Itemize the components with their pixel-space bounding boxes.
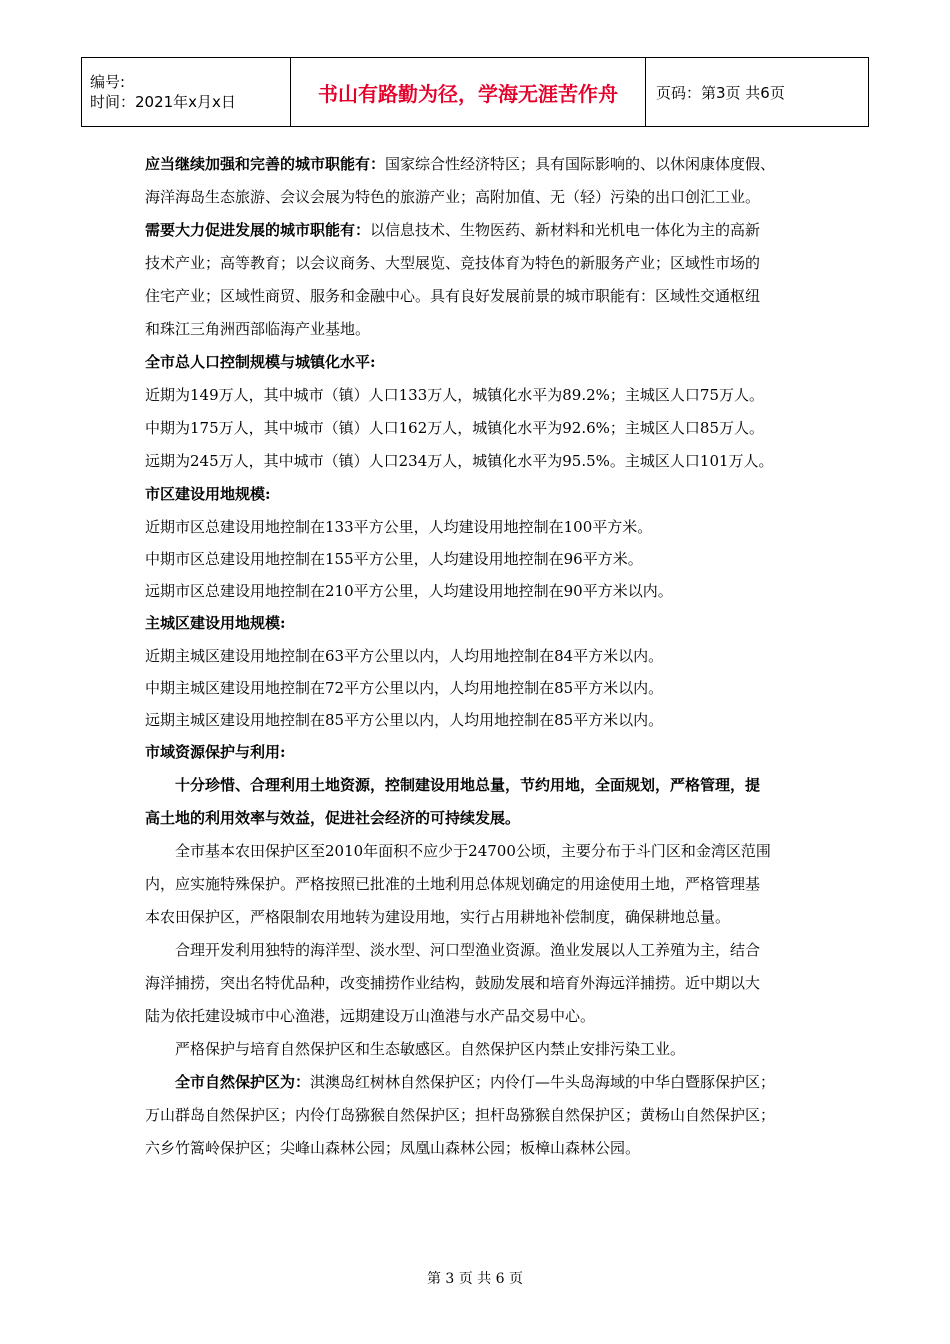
header-table (81, 57, 869, 127)
paragraph-line (145, 1066, 813, 1099)
motto: 书山有路勤为径，学海无涯苦作舟 (291, 58, 646, 127)
section-heading: 主城区建设用地规模: (145, 614, 286, 632)
paragraph-line: 近期主城区建设用地控制在63平方公里以内，人均用地控制在84平方米以内。 (145, 647, 664, 665)
paragraph-line: 海洋捕捞，突出名特优品种，改变捕捞作业结构，鼓励发展和培育外海远洋捕捞。近中期以大 (145, 974, 761, 992)
paragraph-line: 六乡竹篙岭保护区；尖峰山森林公园；凤凰山森林公园；板樟山森林公园。 (145, 1139, 641, 1157)
paragraph-line: 中期主城区建设用地控制在72平方公里以内，人均用地控制在85平方米以内。 (145, 679, 664, 697)
section-heading: 市域资源保护与利用: (145, 743, 286, 761)
document-body (145, 148, 813, 1165)
paragraph-line: 高土地的利用效率与效益，促进社会经济的可持续发展。 (145, 809, 521, 827)
paragraph-line: 内，应实施特殊保护。严格按照已批准的土地利用总体规划确定的用途使用土地，严格管理基 (145, 875, 761, 893)
header-meta-cell (82, 58, 291, 127)
paragraph-line: 本农田保护区，严格限制农用地转为建设用地，实行占用耕地补偿制度，确保耕地总量。 (145, 908, 731, 926)
time-label: 时间：2021年x月x日 (90, 93, 236, 111)
paragraph-line: 远期主城区建设用地控制在85平方公里以内，人均用地控制在85平方米以内。 (145, 711, 664, 729)
paragraph-line: 技术产业；高等教育；以会议商务、大型展览、竞技体育为特色的新服务产业；区域性市场的 (145, 254, 761, 272)
paragraph-line: 近期为149万人，其中城市（镇）人口133万人，城镇化水平为89.2%；主城区人口75万人。 (145, 386, 765, 404)
paragraph-line: 全市基本农田保护区至2010年面积不应少于24700公顷，主要分布于斗门区和金湾区范围 (175, 842, 771, 860)
number-label: 编号: (90, 73, 126, 91)
text: 淇澳岛红树林自然保护区；内伶仃—牛头岛海域的中华白暨豚保护区； (310, 1073, 776, 1091)
text: 国家综合性经济特区；具有国际影响的、以休闲康体度假、 (385, 155, 776, 173)
paragraph-line: 十分珍惜、合理利用土地资源，控制建设用地总量，节约用地，全面规划，严格管理，提 (175, 776, 761, 794)
paragraph-line: 海洋海岛生态旅游、会议会展为特色的旅游产业；高附加值、无（轻）污染的出口创汇工业。 (145, 188, 761, 206)
paragraph-line (145, 214, 813, 247)
page-info: 页码：第3页 共6页 (646, 58, 869, 127)
bold-heading: 全市自然保护区为： (175, 1073, 311, 1091)
text: 以信息技术、生物医药、新材料和光机电一体化为主的高新 (370, 221, 761, 239)
paragraph-line: 陆为依托建设城市中心渔港，远期建设万山渔港与水产品交易中心。 (145, 1007, 596, 1025)
paragraph-line: 中期为175万人，其中城市（镇）人口162万人，城镇化水平为92.6%；主城区人口85万人。 (145, 419, 765, 437)
paragraph-line: 近期市区总建设用地控制在133平方公里，人均建设用地控制在100平方米。 (145, 518, 653, 536)
paragraph-line: 合理开发利用独特的海洋型、淡水型、河口型渔业资源。渔业发展以人工养殖为主，结合 (175, 941, 761, 959)
page-footer: 第 3 页 共 6 页 (426, 1271, 524, 1287)
section-heading: 市区建设用地规模: (145, 485, 271, 503)
paragraph-line: 远期市区总建设用地控制在210平方公里，人均建设用地控制在90平方米以内。 (145, 582, 673, 600)
paragraph-line: 住宅产业；区域性商贸、服务和金融中心。具有良好发展前景的城市职能有：区域性交通枢纽 (145, 287, 761, 305)
paragraph-line: 中期市区总建设用地控制在155平方公里，人均建设用地控制在96平方米。 (145, 550, 643, 568)
paragraph-line: 和珠江三角洲西部临海产业基地。 (145, 320, 371, 338)
section-heading: 全市总人口控制规模与城镇化水平: (145, 353, 376, 371)
paragraph-line: 严格保护与培育自然保护区和生态敏感区。自然保护区内禁止安排污染工业。 (175, 1040, 686, 1058)
bold-heading: 需要大力促进发展的城市职能有： (145, 221, 371, 239)
paragraph-line: 万山群岛自然保护区；内伶仃岛猕猴自然保护区；担杆岛猕猴自然保护区；黄杨山自然保护区； (145, 1106, 776, 1124)
paragraph-line (145, 148, 813, 181)
paragraph-line: 远期为245万人，其中城市（镇）人口234万人，城镇化水平为95.5%。主城区人口101万人。 (145, 452, 774, 470)
bold-heading: 应当继续加强和完善的城市职能有： (145, 155, 386, 173)
